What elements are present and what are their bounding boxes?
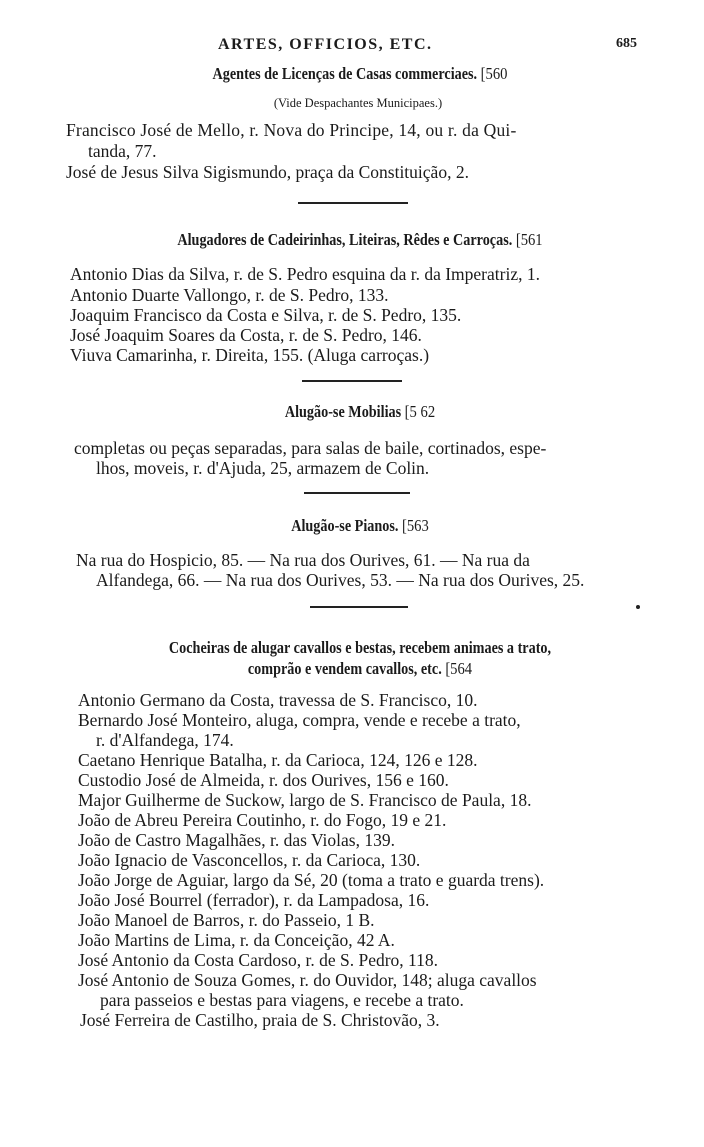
section-number: [563 <box>401 516 429 535</box>
section-title: Cocheiras de alugar cavallos e bestas, recebem animaes a trato, <box>168 638 552 657</box>
list-item: Major Guilherme de Suckow, largo de S. Francisco de Paula, 18. <box>78 790 532 810</box>
section-title: Alugadores de Cadeirinhas, Liteiras, Rêdes e Carroças. <box>177 230 513 249</box>
list-item: Joaquim Francisco da Costa e Silva, r. de S. Pedro, 135. <box>70 305 462 325</box>
list-item: João Martins de Lima, r. da Conceição, 42 A. <box>78 930 395 950</box>
running-head <box>0 36 704 56</box>
ink-dot <box>636 605 640 609</box>
list-item: João de Castro Magalhães, r. das Violas, 139. <box>78 830 395 850</box>
section-divider <box>310 606 408 608</box>
section-title: Agentes de Licenças de Casas commerciaes. <box>212 64 478 83</box>
section-title: Alugão-se Pianos. <box>291 516 399 535</box>
list-item-continuation: lhos, moveis, r. d'Ajuda, 25, armazem de Colin. <box>96 458 430 478</box>
list-item: João Manoel de Barros, r. do Passeio, 1 B. <box>78 910 375 930</box>
list-item: Bernardo José Monteiro, aluga, compra, vende e recebe a trato, <box>78 710 521 730</box>
list-item: Caetano Henrique Batalha, r. da Carioca, 124, 126 e 128. <box>78 750 478 770</box>
section-divider <box>298 202 408 204</box>
section-number: [564 <box>445 659 473 678</box>
list-item: Custodio José de Almeida, r. dos Ourives, 156 e 160. <box>78 770 449 790</box>
running-head-title: ARTES, OFFICIOS, ETC. <box>218 36 433 53</box>
section-number: [561 <box>515 230 543 249</box>
list-item: Viuva Camarinha, r. Direita, 155. (Aluga carroças.) <box>70 345 430 365</box>
list-item: José Ferreira de Castilho, praia de S. Christovão, 3. <box>80 1010 440 1030</box>
section-heading-562 <box>102 402 618 422</box>
section-divider <box>302 380 402 382</box>
section-number: [560 <box>480 64 508 83</box>
section-note: (Vide Despachantes Municipaes.) <box>273 96 443 110</box>
section-heading-563 <box>102 516 618 536</box>
section-number: [5 62 <box>404 402 436 421</box>
list-item: João Ignacio de Vasconcellos, r. da Carioca, 130. <box>78 850 421 870</box>
page-number: 685 <box>616 36 637 51</box>
list-item-continuation: r. d'Alfandega, 174. <box>96 730 234 750</box>
list-item-continuation: tanda, 77. <box>88 141 157 161</box>
section-heading-564 <box>102 638 618 658</box>
list-item: João José Bourrel (ferrador), r. da Lampadosa, 16. <box>78 890 430 910</box>
section-title-line2: comprão e vendem cavallos, etc. <box>247 659 442 678</box>
section-title: Alugão-se Mobilias <box>284 402 402 421</box>
section-divider <box>304 492 410 494</box>
list-item: José Antonio de Souza Gomes, r. do Ouvidor, 148; aluga cavallos <box>78 970 537 990</box>
list-item-continuation: Alfandega, 66. — Na rua dos Ourives, 53. — Na rua dos Ourives, 25. <box>96 570 585 590</box>
list-item: Antonio Germano da Costa, travessa de S. Francisco, 10. <box>78 690 478 710</box>
section-heading-561 <box>102 230 618 250</box>
list-item: Antonio Dias da Silva, r. de S. Pedro esquina da r. da Imperatriz, 1. <box>70 264 540 284</box>
section-heading-560 <box>102 64 618 84</box>
list-item: Antonio Duarte Vallongo, r. de S. Pedro, 133. <box>70 285 389 305</box>
list-item: completas ou peças separadas, para salas de baile, cortinados, espe- <box>74 438 547 458</box>
list-item: Na rua do Hospicio, 85. — Na rua dos Ourives, 61. — Na rua da <box>76 550 530 570</box>
list-item: Francisco José de Mello, r. Nova do Principe, 14, ou r. da Qui- <box>66 120 517 140</box>
list-item-continuation: para passeios e bestas para viagens, e recebe a trato. <box>100 990 464 1010</box>
list-item: João de Abreu Pereira Coutinho, r. do Fogo, 19 e 21. <box>78 810 447 830</box>
list-item: José Antonio da Costa Cardoso, r. de S. Pedro, 118. <box>78 950 439 970</box>
list-item: José Joaquim Soares da Costa, r. de S. Pedro, 146. <box>70 325 422 345</box>
list-item: José de Jesus Silva Sigismundo, praça da Constituição, 2. <box>66 162 469 182</box>
section-heading-564-line2 <box>102 659 618 679</box>
list-item: João Jorge de Aguiar, largo da Sé, 20 (toma a trato e guarda trens). <box>78 870 545 890</box>
